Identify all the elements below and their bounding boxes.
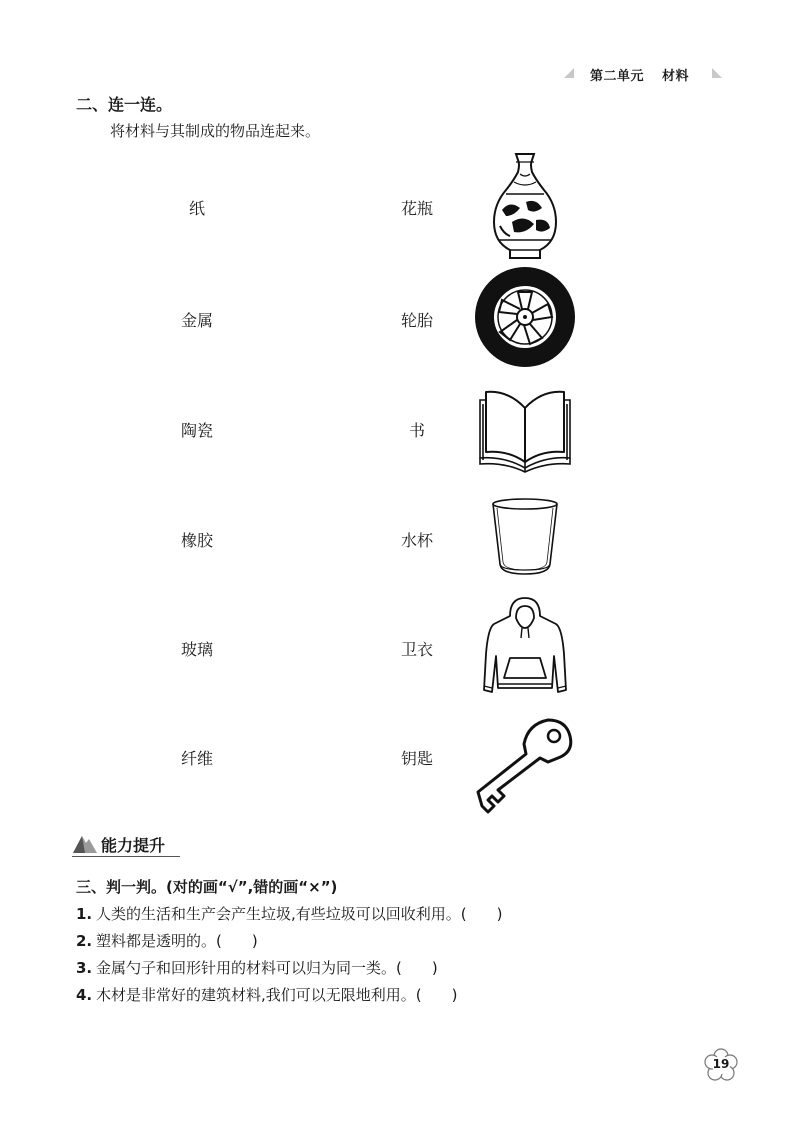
header-triangle-right-icon	[712, 68, 722, 78]
question-text[interactable]: 人类的生活和生产会产生垃圾,有些垃圾可以回收利用。( )	[96, 905, 503, 923]
header-text	[590, 65, 689, 84]
header-topic: 材料	[662, 69, 690, 84]
section-2-instruction: 将材料与其制成的物品连起来。	[110, 122, 321, 140]
question-item	[76, 903, 502, 924]
mountain-icon	[72, 832, 98, 854]
header-unit: 第二单元	[590, 69, 645, 84]
material-item[interactable]: 玻璃	[180, 640, 213, 659]
cup-icon	[470, 492, 580, 602]
question-number: 3.	[76, 959, 93, 977]
question-text[interactable]: 塑料都是透明的。( )	[96, 932, 258, 950]
question-number: 2.	[76, 932, 93, 950]
question-number: 4.	[76, 986, 93, 1004]
material-item[interactable]: 纸	[188, 199, 205, 218]
object-item[interactable]: 花瓶	[400, 199, 433, 218]
question-item	[76, 957, 438, 978]
material-item[interactable]: 纤维	[180, 749, 213, 768]
ability-section-header	[72, 830, 182, 856]
question-item	[76, 930, 258, 951]
question-number: 1.	[76, 905, 93, 923]
page-number-badge	[704, 1048, 738, 1082]
page-number: 19	[712, 1057, 730, 1071]
object-item[interactable]: 水杯	[400, 531, 433, 550]
material-item[interactable]: 橡胶	[180, 531, 213, 550]
book-icon	[470, 378, 580, 488]
unit-header	[558, 62, 728, 84]
object-item[interactable]: 卫衣	[400, 640, 433, 659]
ability-underline	[72, 856, 180, 857]
object-item[interactable]: 书	[408, 421, 425, 440]
header-triangle-left-icon	[564, 68, 574, 78]
object-item[interactable]: 钥匙	[400, 749, 433, 768]
section-2-title: 二、连一连。	[76, 95, 173, 114]
material-item[interactable]: 金属	[180, 311, 213, 330]
hoodie-icon	[470, 594, 580, 704]
section-3-title: 三、判一判。(对的画“√”,错的画“×”)	[76, 878, 338, 896]
key-icon	[470, 710, 580, 820]
ability-label: 能力提升	[101, 836, 166, 855]
question-text[interactable]: 木材是非常好的建筑材料,我们可以无限地利用。( )	[96, 986, 458, 1004]
question-text[interactable]: 金属勺子和回形针用的材料可以归为同一类。( )	[96, 959, 438, 977]
material-item[interactable]: 陶瓷	[180, 421, 213, 440]
tire-icon	[470, 262, 580, 372]
question-item	[76, 984, 457, 1005]
vase-icon	[470, 150, 580, 260]
object-item[interactable]: 轮胎	[400, 311, 433, 330]
